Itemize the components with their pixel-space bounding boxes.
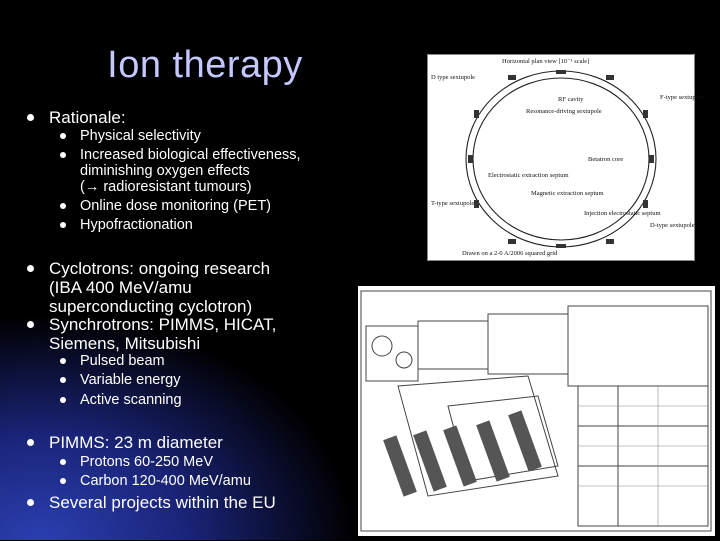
sub-bullet: Protons 60-250 MeV — [80, 454, 213, 470]
label-t-type: T-type sextupole — [431, 200, 475, 207]
slide-title: Ion therapy — [107, 44, 303, 86]
bullet-eu: Several projects within the EU — [49, 493, 276, 512]
label-d-type: D type sextupole — [431, 74, 476, 81]
bullet-synchrotrons: Synchrotrons: PIMMS, HICAT, Siemens, Mitsubishi — [49, 315, 276, 353]
sub-bullet: Online dose monitoring (PET) — [80, 198, 271, 214]
label-f-type: F-type sextupole — [660, 94, 704, 101]
sub-bullet: Pulsed beam — [80, 353, 165, 369]
bullet-dot — [27, 114, 34, 121]
sub-bullet: Increased biological effectiveness, diminishing oxygen effects (→ radioresistant tumours) — [80, 147, 301, 195]
bullet-cyclotrons: Cyclotrons: ongoing research (IBA 400 MeV/amu superconducting cyclotron) — [49, 259, 270, 316]
bullet-rationale: Rationale: — [49, 108, 126, 127]
label-resonance: Resonance-driving sextupole — [526, 108, 602, 115]
sub-bullet: Active scanning — [80, 392, 182, 408]
synchrotron-diagram — [427, 54, 704, 261]
label-rf-cavity: RF cavity — [558, 96, 584, 103]
label-magnetic: Magnetic extraction septum — [531, 190, 604, 197]
facility-floor-plan — [358, 286, 715, 536]
label-d-type-2: D-type sextupole — [650, 222, 695, 229]
sub-bullet: Physical selectivity — [80, 128, 201, 144]
label-electrostatic: Electrostatic extraction septum — [488, 172, 569, 179]
bullet-pimms: PIMMS: 23 m diameter — [49, 433, 223, 452]
sub-bullet: Carbon 120-400 MeV/amu — [80, 473, 251, 489]
label-betatron: Betatron core — [588, 156, 624, 163]
diagram-caption-top: Horizontal plan view [10⁻¹ scale] — [502, 58, 590, 65]
label-injection: Injection electrostatic septum — [584, 210, 661, 217]
sub-bullet: Variable energy — [80, 372, 181, 388]
sub-bullet: Hypofractionation — [80, 217, 193, 233]
diagram-caption-bottom: Drawn on a 2-0 A/2006 squared grid — [462, 250, 558, 257]
